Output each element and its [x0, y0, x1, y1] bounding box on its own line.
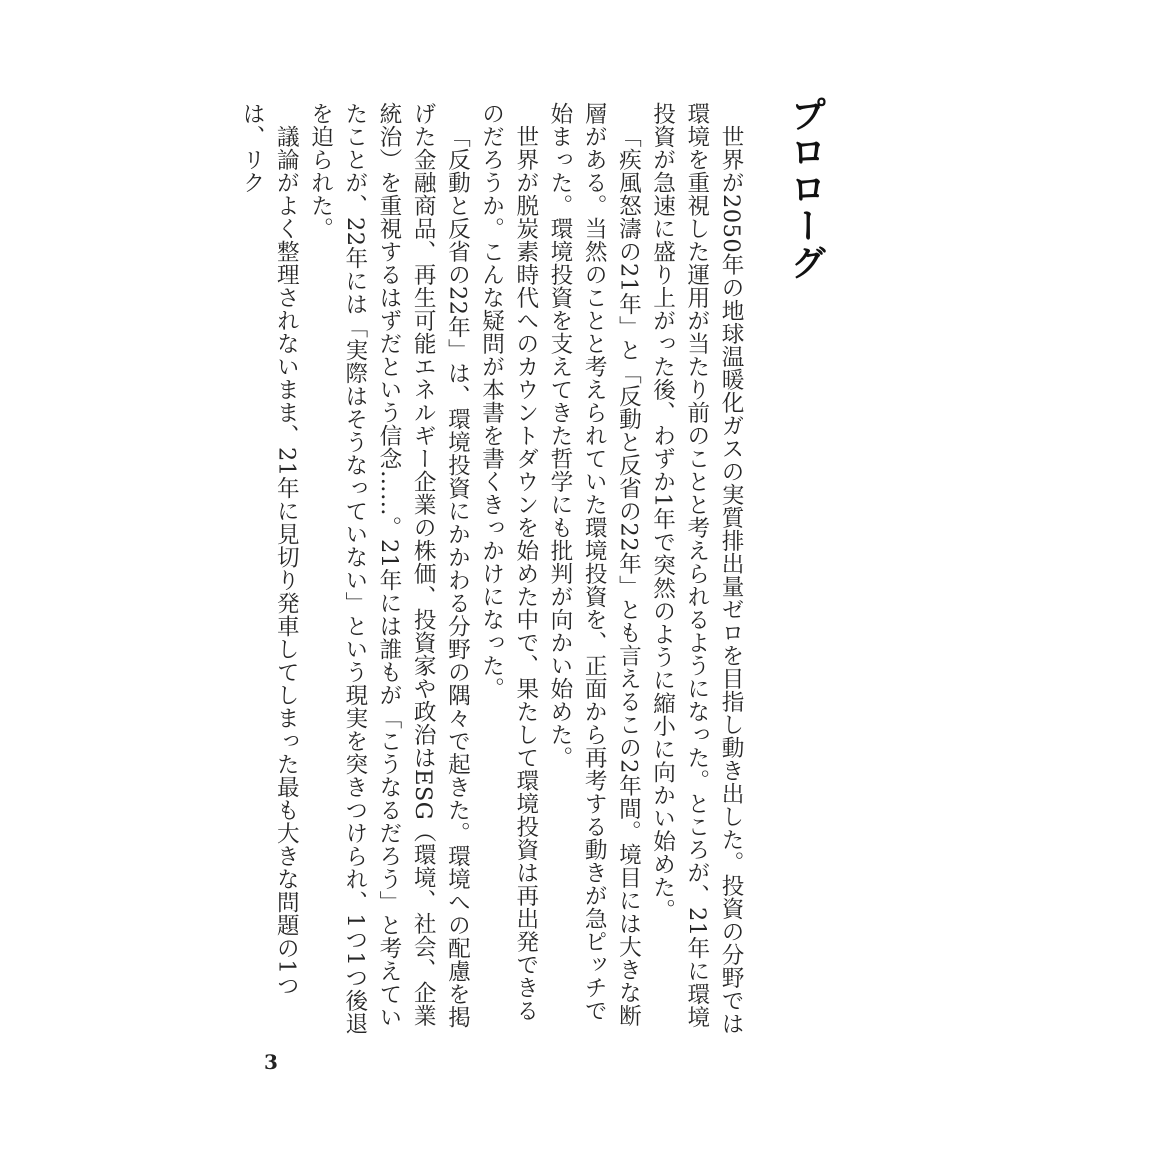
paragraph: 「反動と反省の22年」は、環境投資にかかわる分野の隅々で起きた。環境への配慮を掲げた金融商品、再生可能エネルギー企業の株価、投資家や政治はESG（環境、社会、企業統治）を重視するはずだという信念……。21年には誰もが「こうなるだろう」と考えていたことが、22年には「実際はそうなっていない」という現実を突きつけられ、1つ1つ後退を迫られた。 — [307, 102, 471, 1036]
paragraph: 議論がよく整理されないまま、21年に見切り発車してしまった最も大きな問題の1つは、リク — [239, 102, 300, 997]
paragraph: 「疾風怒濤の21年」と「反動と反省の22年」とも言えるこの2年間。境目には大きな断層がある。当然のことと考えられていた環境投資を、正面から再考する動きが急ピッチで始まった。環境投資を支えてきた哲学にも批判が向かい始めた。 — [546, 102, 642, 1027]
paragraph: 世界が脱炭素時代へのカウントダウンを始めた中で、果たして環境投資は再出発できるのだろうか。こんな疑問が本書を書くきっかけになった。 — [478, 102, 539, 1022]
page-number: 3 — [264, 1050, 278, 1074]
paragraph: 世界が2050年の地球温暖化ガスの実質排出量ゼロを目指し動き出した。投資の分野では環境を重視した運用が当たり前のことと考えられるようになった。ところが、21年に環境投資が急速に盛り上がった後、わずか1年で突然のように縮小に向かい始めた。 — [649, 102, 744, 1035]
chapter-title: プロローグ — [785, 96, 826, 281]
body-text — [239, 102, 748, 1042]
